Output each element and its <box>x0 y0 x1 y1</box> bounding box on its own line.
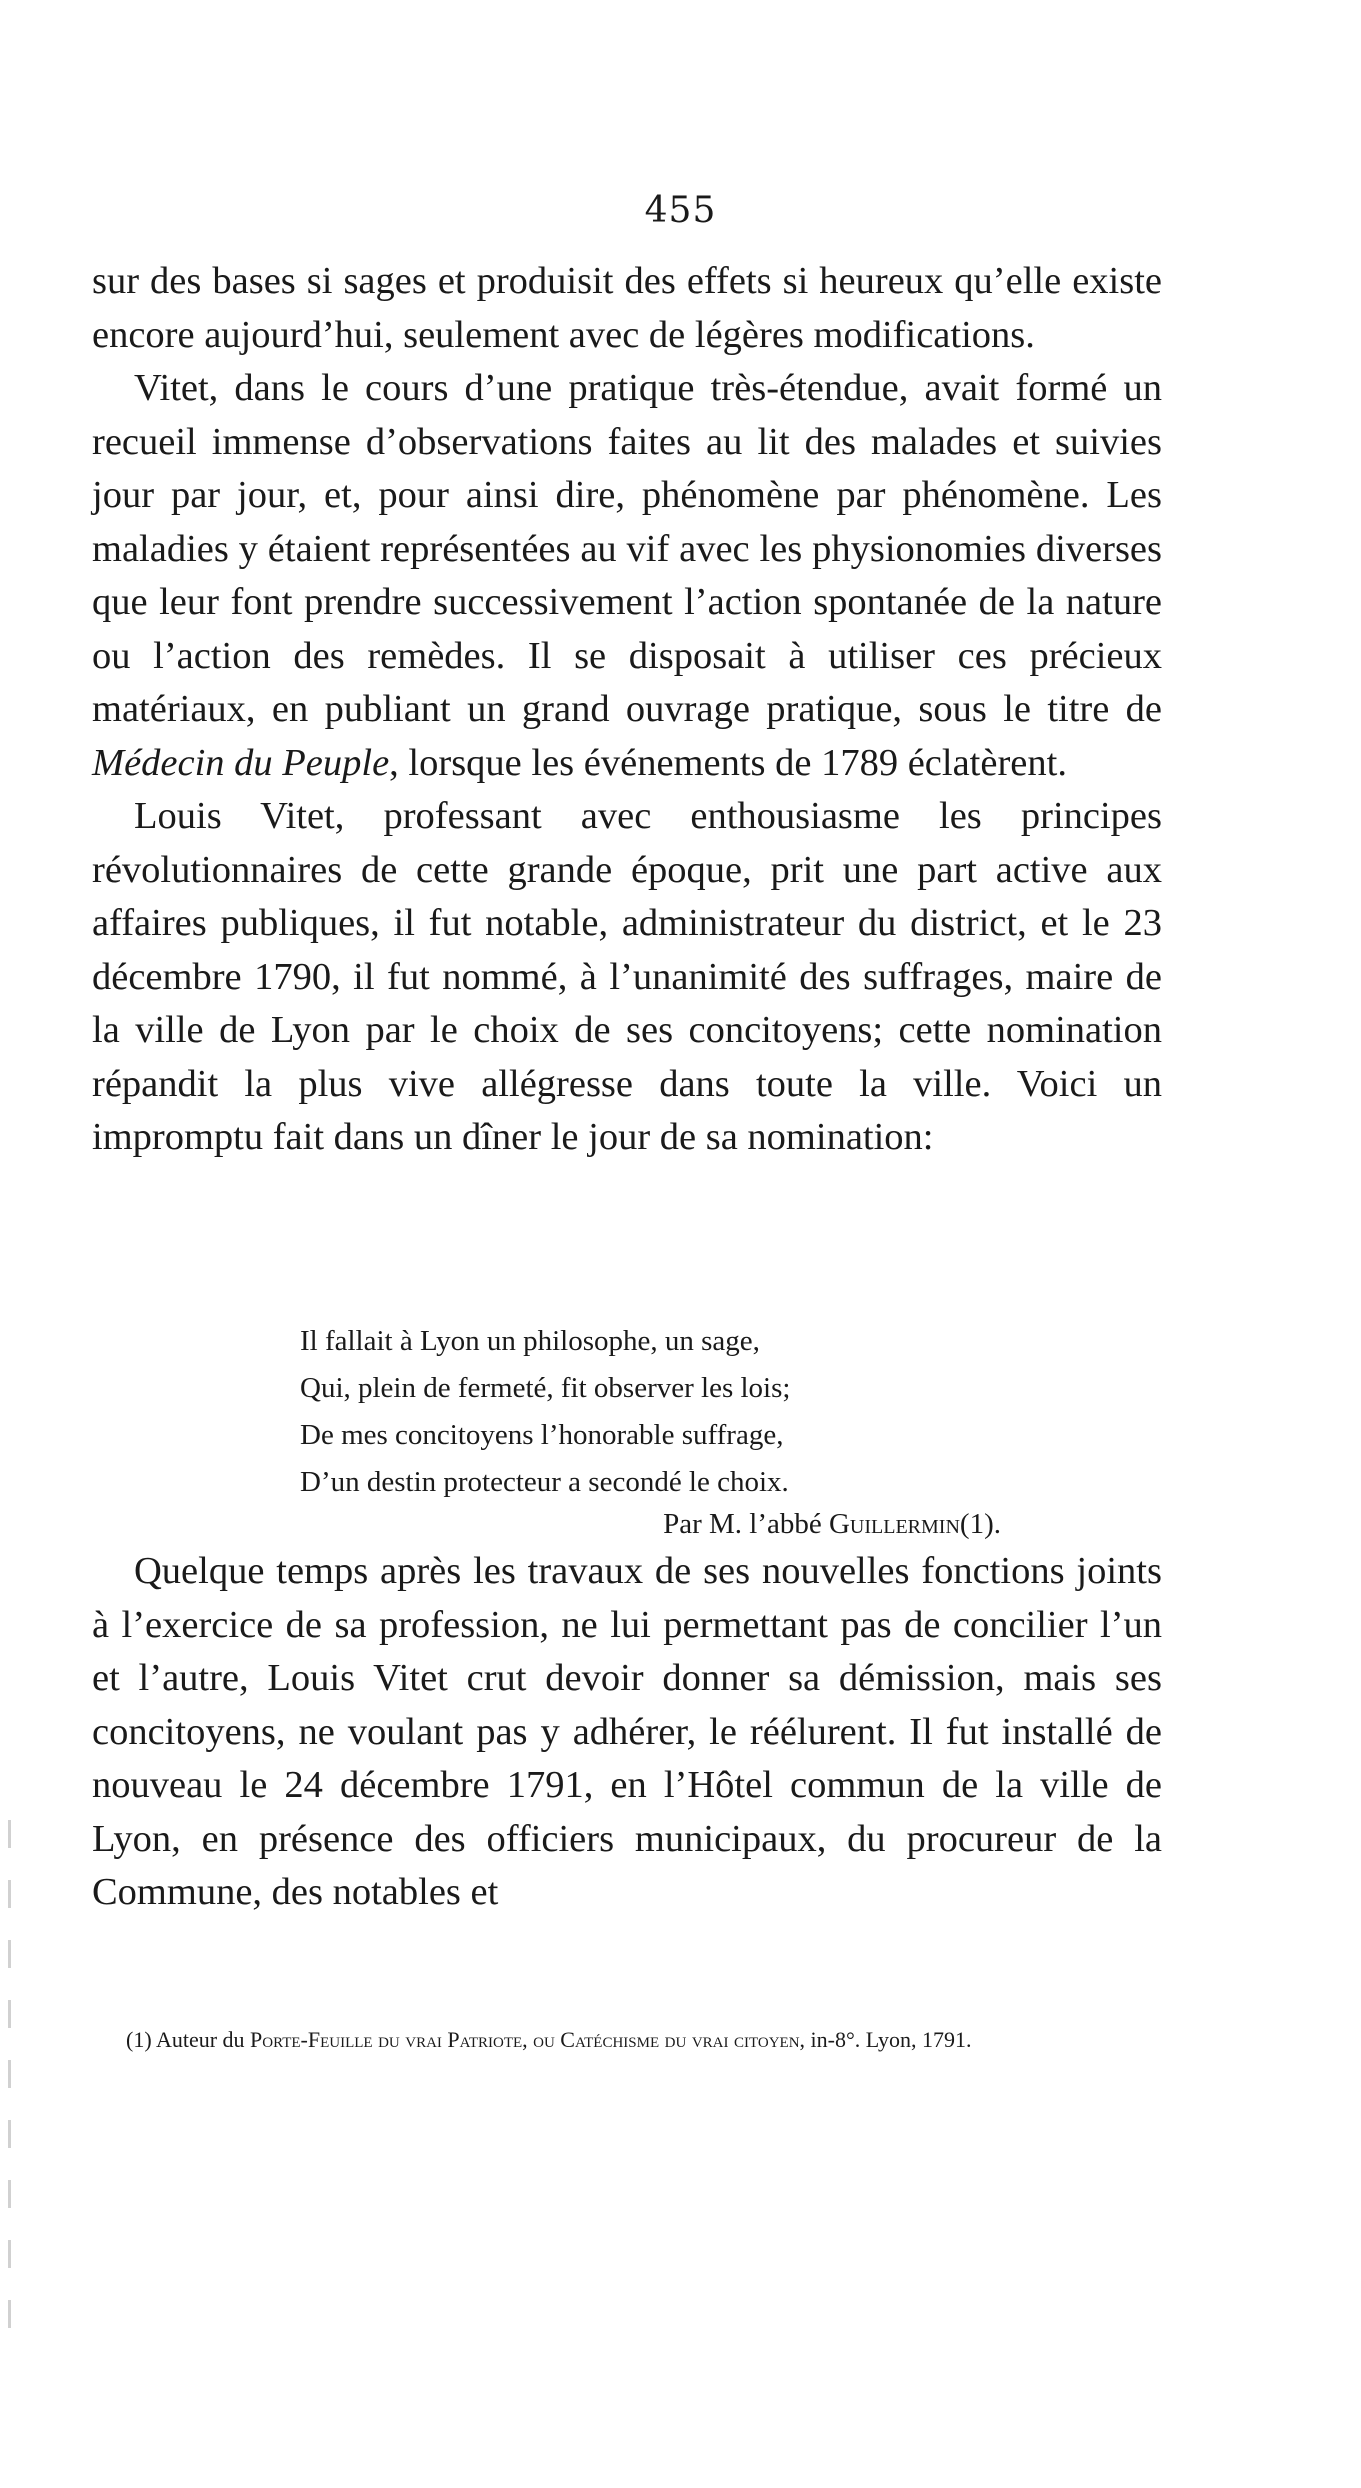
poem-attribution <box>663 1508 1001 1541</box>
paragraph-continuation: sur des bases si sages et produisit des effets si heureux qu’elle existe encore aujourd’hui, seulement avec de légères modifications. <box>92 260 1162 356</box>
main-text-top <box>92 255 1162 1165</box>
poem-line: Il fallait à Lyon un philosophe, un sage, <box>300 1325 760 1357</box>
poem-line: De mes concitoyens l’honorable suffrage, <box>300 1419 784 1451</box>
scan-gutter-marks <box>8 1820 11 2340</box>
poem-line: Qui, plein de fermeté, fit observer les lois; <box>300 1372 791 1404</box>
attribution-author: Guillermin <box>828 1508 960 1540</box>
footnote-reference: (1). <box>959 1508 1001 1540</box>
paragraph-text-end: , lorsque les événements de 1789 éclatèrent. <box>389 741 1067 784</box>
paragraph-vitet-recueil <box>92 362 1162 790</box>
impromptu-poem <box>300 1318 1020 1506</box>
page-number: 455 <box>644 190 717 231</box>
paragraph-text: Vitet, dans le cours d’une pratique très-étendue, avait formé un recueil immense d’observations faites au lit des malades et suivies jour par jour, et, pour ainsi dire, phénomène par phénomène. Les maladies y étaient représentées au vif avec les physionomies diverses que leur font prendre successivement l’action spontanée de la nature ou l’action des remèdes. Il se disposait à utiliser ces précieux matériaux, en publiant un grand ouvrage pratique, sous le titre de <box>92 367 1162 730</box>
footnote-marker: (1) <box>126 2027 152 2052</box>
poem-line: D’un destin protecteur a secondé le choix. <box>300 1466 789 1498</box>
footnote-prefix: Auteur du <box>155 2027 245 2052</box>
paragraph-demission: Quelque temps après les travaux de ses nouvelles fonctions joints à l’exercice de sa profession, ne lui permettant pas de concilier l’un et l’autre, Louis Vitet crut devoir donner sa démission, mais ses concitoyens, ne voulant pas y adhérer, le réélurent. Il fut installé de nouveau le 24 décembre 1791, en l’Hôtel commun de la ville de Lyon, en présence des officiers municipaux, du procureur de la Commune, des notables et <box>92 1550 1162 1913</box>
attribution-prefix: Par M. l’abbé <box>663 1508 822 1540</box>
footnote <box>126 2022 1156 2058</box>
paragraph-louis-vitet-maire: Louis Vitet, professant avec enthousiasme les principes révolutionnaires de cette grande époque, prit une part active aux affaires publiques, il fut notable, administrateur du district, et le 23 décembre 1790, il fut nommé, à l’unanimité des suffrages, maire de la ville de Lyon par le choix de ses concitoyens; cette nomination répandit la plus vive allégresse dans toute la ville. Voici un impromptu fait dans un dîner le jour de sa nomination: <box>92 795 1162 1158</box>
footnote-title: Porte-Feuille du vrai Patriote, ou Catéchisme du vrai citoyen <box>250 2027 800 2052</box>
footnote-suffix: , in-8°. Lyon, 1791. <box>799 2027 972 2052</box>
book-title: Médecin du Peuple <box>92 741 390 784</box>
main-text-bottom <box>92 1545 1162 1920</box>
